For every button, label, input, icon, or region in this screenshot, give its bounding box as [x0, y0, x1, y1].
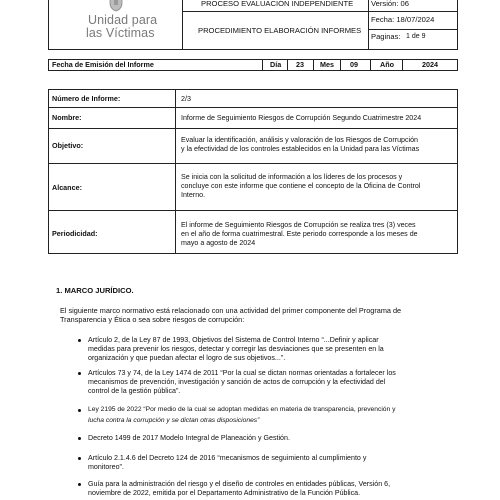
emission-label: Fecha de Emisión del Informe — [52, 60, 154, 69]
header-row-line-1 — [183, 11, 458, 12]
bullet-1-line-1: Artículos 73 y 74, de la Ley 1474 de 2011 “Por la cual se dictan normas orientadas a fortalecer los — [88, 369, 396, 377]
info-value-numero: 2/3 — [181, 94, 191, 103]
info-value-alcance-1: Se inicia con la solicitud de información a los líderes de los procesos y — [181, 173, 403, 181]
bullet-3-line-1: Decreto 1499 de 2017 Modelo Integral de Planeación y Gestión. — [88, 434, 290, 442]
bullet-dot — [78, 339, 81, 342]
bullet-2-line-2: lucha contra la corrupción y se dictan otras disposiciones” — [88, 417, 260, 424]
info-value-nombre: Informe de Seguimiento Riesgos de Corrupción Segundo Cuatrimestre 2024 — [181, 114, 422, 122]
info-label-periodicidad: Periodicidad: — [52, 229, 98, 238]
header-row-line-2 — [368, 29, 458, 30]
info-label-objetivo: Objetivo: — [52, 141, 84, 150]
bullet-dot — [78, 457, 81, 460]
version-label: Versión: 06 — [371, 0, 409, 8]
emission-divider-4 — [340, 59, 341, 71]
emission-divider-3 — [313, 59, 314, 71]
bullet-1-line-3: control de la gestión pública”. — [88, 387, 181, 395]
logo-text-line-1: Unidad para — [88, 13, 158, 27]
info-row-line-2 — [48, 128, 458, 129]
logo-text-line-2: las Víctimas — [86, 26, 155, 40]
emission-mes-label: Mes — [320, 60, 334, 69]
emission-dia-label: Día — [270, 60, 282, 69]
emission-divider-5 — [370, 59, 371, 71]
intro-line-2: Transparencia y Ética o sea sobre riesgos de corrupción: — [60, 315, 245, 324]
emission-anio-value: 2024 — [422, 60, 438, 69]
emission-divider-6 — [402, 59, 403, 71]
bullet-4-line-1: Artículo 2.1.4.6 del Decreto 124 de 2016 “mecanismos de seguimiento al cumplimiento y — [88, 454, 367, 462]
emission-dia-value: 23 — [296, 60, 304, 69]
emission-anio-label: Año — [380, 60, 394, 69]
paginas-value: 1 de 9 — [406, 33, 426, 40]
emission-divider-2 — [287, 59, 288, 71]
info-label-numero: Número de Informe: — [52, 94, 121, 103]
info-value-objetivo-1: Evaluar la identificación, análisis y valoración de los Riesgos de Corrupción — [181, 136, 418, 144]
info-value-periodicidad-1: El informe de Seguimiento Riesgos de Corrupción se realiza tres (3) veces — [181, 221, 416, 229]
info-value-periodicidad-3: mayo a agosto de 2024 — [181, 239, 256, 247]
section-title: 1. MARCO JURÍDICO. — [56, 286, 134, 295]
emission-divider-1 — [262, 59, 263, 71]
info-value-periodicidad-2: en el año de forma cuatrimestral. Este periodo corresponde a los meses de — [181, 230, 418, 238]
intro-line-1: El siguiente marco normativo está relacionado con una actividad del primer componente del Programa de — [60, 306, 402, 315]
bullet-dot — [78, 409, 81, 412]
info-row-line-4 — [48, 210, 458, 211]
process-title: PROCESO EVALUACIÓN INDEPENDIENTE — [201, 0, 354, 8]
header-version-col — [368, 0, 369, 50]
info-row-line-3 — [48, 163, 458, 164]
info-value-objetivo-2: y la efectividad de los controles establecidos en la Unidad para las Víctimas — [181, 145, 420, 153]
info-value-alcance-2: concluye con este informe que contiene el concepto de la Oficina de Control — [181, 182, 421, 190]
info-label-alcance: Alcance: — [52, 183, 82, 192]
bullet-4-line-2: monitoreo”. — [88, 463, 124, 471]
bullet-1-line-2: mecanismos de prevención, investigación y sanción de actos de corrupción y la efectividad del — [88, 378, 386, 386]
bullet-5-line-2: noviembre de 2022, emitida por el Departamento Administrativo de la Función Pública. — [88, 489, 361, 497]
info-label-nombre: Nombre: — [52, 113, 82, 122]
bullet-dot — [78, 483, 81, 486]
coat-of-arms-icon — [108, 0, 124, 12]
info-value-alcance-3: Interno. — [181, 191, 206, 199]
bullet-5-line-1: Guía para la administración del riesgo y el diseño de controles en entidades públicas, Versión 6, — [88, 480, 391, 488]
bullet-2-line-1: Ley 2195 de 2022 “Por medio de la cual se adoptan medidas en materia de transparencia, prevención y — [88, 406, 396, 413]
emission-mes-value: 09 — [350, 60, 358, 69]
info-col-divider — [175, 89, 176, 254]
info-row-line-1 — [48, 107, 458, 108]
paginas-label: Paginas: — [371, 32, 401, 41]
fecha-label: Fecha: 18/07/2024 — [371, 15, 435, 24]
bullet-0-line-3: organización y que puedan afectar el logro de sus objetivos...”. — [88, 354, 286, 362]
bullet-dot — [78, 372, 81, 375]
bullet-0-line-1: Artículo 2, de la Ley 87 de 1993, Objetivos del Sistema de Control Interno “...Definir y aplicar — [88, 336, 379, 344]
bullet-dot — [78, 437, 81, 440]
procedure-title: PROCEDIMIENTO ELABORACIÓN INFORMES — [198, 26, 362, 35]
bullet-0-line-2: medidas para prevenir los riesgos, detectar y corregir las desviaciones que se presenten en la — [88, 345, 384, 353]
